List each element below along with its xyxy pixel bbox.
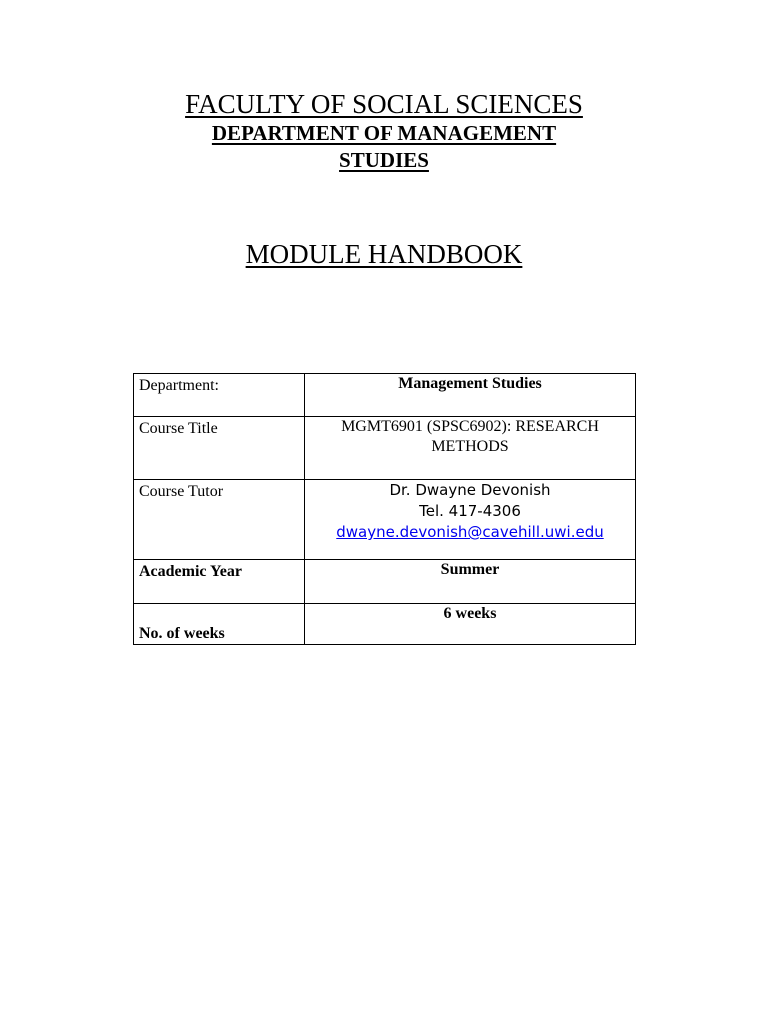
table-value-academic-year: Summer xyxy=(305,560,636,604)
table-label-course-tutor: Course Tutor xyxy=(134,480,305,560)
table-value-course-tutor xyxy=(305,480,636,560)
faculty-heading: FACULTY OF SOCIAL SCIENCES xyxy=(185,89,583,119)
department-heading xyxy=(0,120,768,174)
department-heading-line1: DEPARTMENT OF MANAGEMENT xyxy=(211,121,557,145)
table-label-academic-year: Academic Year xyxy=(134,560,305,604)
table-row-academic-year xyxy=(134,560,636,604)
table-value-department: Management Studies xyxy=(305,374,636,417)
course-info-table xyxy=(133,373,636,645)
table-row-course-title xyxy=(134,417,636,480)
table-label-course-title: Course Title xyxy=(134,417,305,480)
table-row-course-tutor xyxy=(134,480,636,560)
table-label-department: Department: xyxy=(134,374,305,417)
table-row-number-of-weeks xyxy=(134,604,636,645)
document-title: MODULE HANDBOOK xyxy=(245,239,523,269)
tutor-email-link[interactable]: dwayne.devonish@cavehill.uwi.edu xyxy=(336,523,604,541)
department-heading-line2: STUDIES xyxy=(339,148,429,172)
table-label-number-of-weeks: No. of weeks xyxy=(134,604,305,645)
table-value-number-of-weeks: 6 weeks xyxy=(305,604,636,645)
tutor-name: Dr. Dwayne Devonish xyxy=(389,481,551,499)
table-value-course-title: MGMT6901 (SPSC6902): RESEARCH METHODS xyxy=(305,417,636,480)
table-row-department xyxy=(134,374,636,417)
tutor-telephone: Tel. 417-4306 xyxy=(419,502,521,520)
